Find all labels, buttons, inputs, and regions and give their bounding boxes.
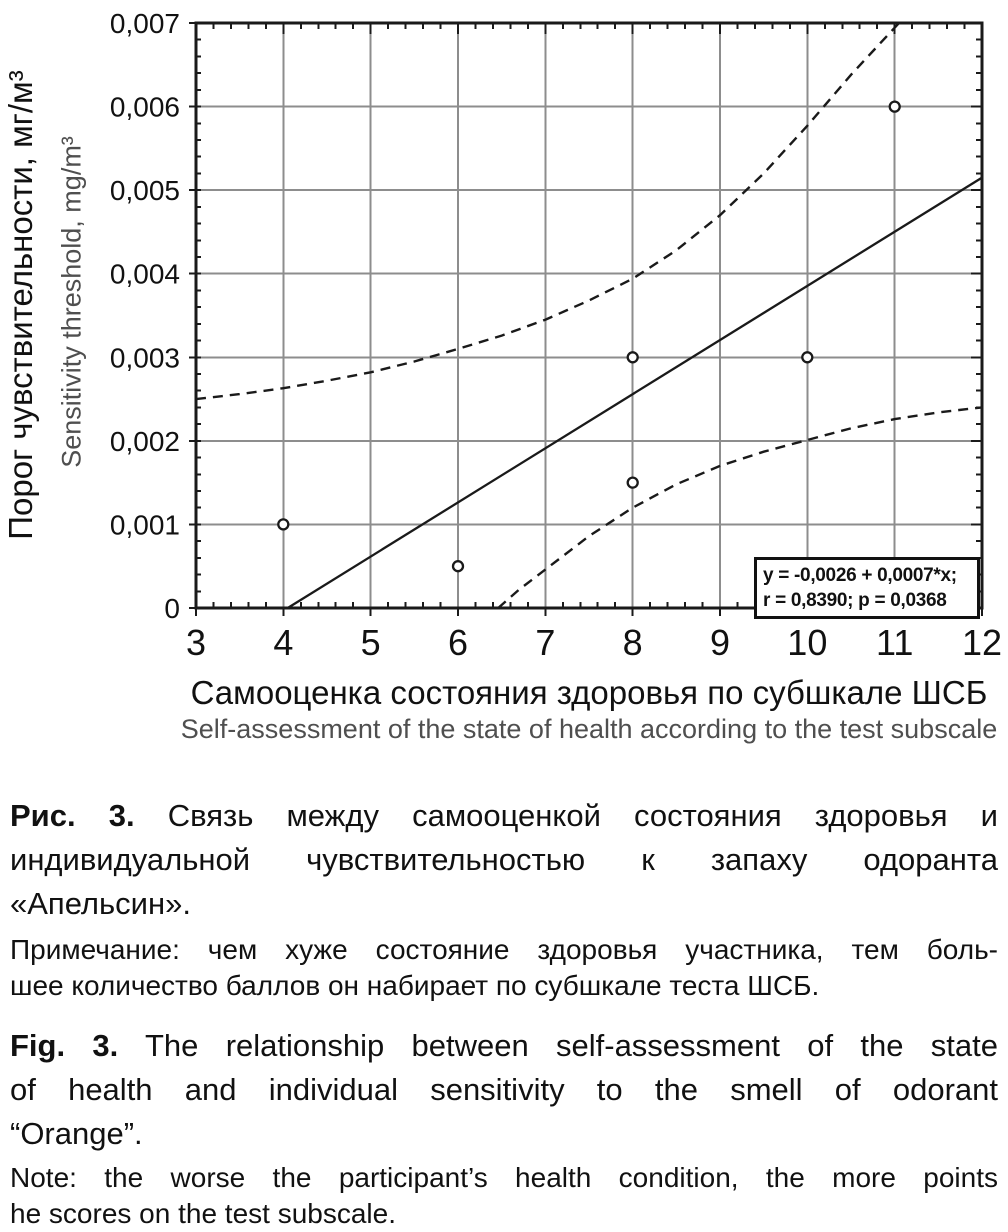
x-tick-label: 5: [360, 622, 381, 663]
caption-ru-line: Рис. 3. Связь между самооценкой состояния здоровья и: [10, 798, 998, 833]
data-point: [628, 352, 638, 362]
caption-en-line: of health and individual sensitivity to the smell of odorant: [10, 1072, 998, 1107]
regression-line: [288, 178, 982, 608]
x-tick-label: 11: [875, 622, 914, 663]
regression-equation-box: [754, 557, 980, 619]
note-en-line: Note: the worse the participant’s health condition, the more points: [10, 1162, 998, 1193]
x-tick-label: 6: [447, 622, 469, 663]
note-ru: [10, 932, 998, 1004]
note-en-line: he scores on the test subscale.: [10, 1198, 396, 1229]
caption-en-line: Fig. 3. The relationship between self-assessment of the state: [10, 1028, 998, 1063]
caption-en: [10, 1024, 998, 1156]
data-point: [802, 352, 812, 362]
x-tick-label: 8: [622, 622, 643, 663]
caption-ru-line: «Апельсин».: [10, 886, 191, 921]
caption-en-line: “Orange”.: [10, 1116, 143, 1151]
x-axis-title-en: Self-assessment of the state of health according to the test subscale: [180, 714, 998, 744]
x-tick-label: 10: [787, 622, 828, 663]
figure-label-en: Fig. 3.: [10, 1028, 119, 1063]
y-axis-title-ru: Порог чувствительности, мг/м³: [2, 70, 39, 540]
note-ru-line: Примечание: чем хуже состояние здоровья участника, тем боль-: [10, 934, 998, 965]
note-en: [10, 1160, 998, 1232]
stats-line: r = 0,8390; p = 0,0368: [763, 590, 947, 611]
data-point: [890, 102, 900, 112]
data-point: [453, 561, 463, 571]
figure-captions: [0, 794, 1008, 1232]
x-tick-label: 7: [535, 622, 556, 663]
caption-ru-line: индивидуальной чувствительностью к запаху одоранта: [10, 842, 998, 877]
y-tick-label: 0,006: [109, 91, 180, 123]
y-tick-label: 0,004: [109, 258, 180, 290]
x-tick-label: 3: [185, 622, 207, 663]
x-tick-label: 12: [961, 622, 1003, 663]
figure-label-ru: Рис. 3.: [10, 798, 135, 833]
data-point: [628, 478, 638, 488]
y-axis-title-en: Sensitivity threshold, mg/m³: [56, 136, 87, 468]
y-tick-label: 0,007: [109, 8, 180, 39]
x-axis-title-ru: Самооценка состояния здоровья по субшкале ШСБ: [190, 674, 988, 711]
plot-border: [196, 23, 982, 608]
y-tick-label: 0: [164, 593, 180, 624]
y-tick-label: 0,002: [109, 425, 180, 457]
equation-line: y = -0,0026 + 0,0007*x;: [763, 565, 957, 586]
x-tick-label: 4: [273, 622, 294, 663]
note-ru-line: шее количество баллов он набирает по субшкале теста ШСБ.: [10, 970, 820, 1001]
y-tick-label: 0,003: [109, 342, 180, 374]
caption-ru: [10, 794, 998, 926]
y-tick-label: 0,005: [109, 175, 180, 207]
confidence-band-upper: [196, 23, 899, 399]
data-point: [278, 519, 288, 529]
y-tick-label: 0,001: [109, 509, 180, 541]
x-tick-label: 9: [709, 622, 731, 663]
